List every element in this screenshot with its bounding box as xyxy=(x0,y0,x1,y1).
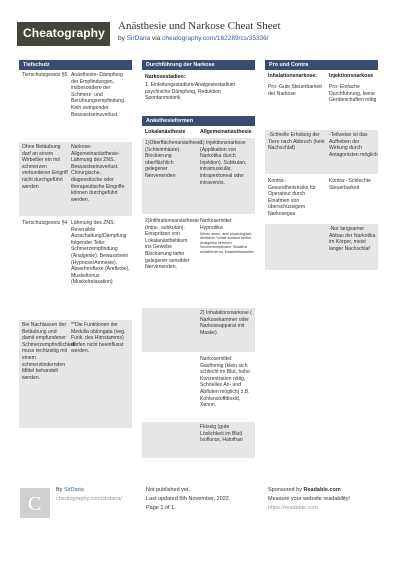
row-injektion: Pro:-Einfache Durchführung, keine Geräteschaften nötig xyxy=(329,84,377,104)
row-desc: Narkose- Allgemeinanästhesie- Lähmung des ZNS, Bewusstseinsverlust. Chirurgische, diagnostische oder therapeutische Eingriffe können durchgeführt werden. xyxy=(71,144,125,203)
section-heading: Anästhesieformen xyxy=(142,116,255,126)
row-injektion: Kontra:- Schlechte Steuerbarkeit xyxy=(329,178,371,191)
row-inhalation: Kontra:-Gesundheitsrisiko für Operateur durch Einatmen von überschüssigem Narkosegas xyxy=(268,178,316,217)
table-row xyxy=(19,320,132,428)
row-desc: Lähmung des ZNS: Reversible Ausschaltung/Dämpfung folgender Teile: Schmerzempfindung (Analgesie), Bewusstsein (Hypnose/Amnesie), Abwehrreflexe (Areflexie), Muskeltonus (Muskelrelaxation) xyxy=(71,220,130,286)
table-row xyxy=(265,224,378,270)
section-heading: Pro und Contra xyxy=(265,60,378,70)
footer-sponsor-line xyxy=(268,486,341,495)
column-header-allgemein: Allgemeinanästhesie xyxy=(200,129,252,135)
section-tiefschutz xyxy=(19,60,132,490)
footer xyxy=(0,488,400,566)
section-heading: Durchführung der Narkose xyxy=(142,60,255,70)
row-allgemein: Narkosemittel: Hypnotika xyxy=(200,218,233,231)
row-injektion: -Nur langsamer Abbau der Narkotika im Körper, meist langer Nachschlaf xyxy=(329,226,376,252)
column-header-injektion: Injektionsnarkose xyxy=(329,73,374,79)
row-desc: **Die Funktionen der Medulla oblongata (veg. Funk. des Hirnstamms) dürfen nicht beeinflusst werden. xyxy=(71,322,126,355)
table-row xyxy=(19,218,132,308)
row-term: Tierschutzgesetz §4 xyxy=(22,220,68,226)
section-durchfuehrung xyxy=(142,60,255,104)
sponsor-name[interactable]: Readable.com xyxy=(303,487,341,493)
table-row xyxy=(265,130,378,174)
table-row xyxy=(19,142,132,216)
author-avatar[interactable] xyxy=(20,488,50,518)
by-label: by xyxy=(118,35,125,42)
via-label: via xyxy=(151,35,161,42)
column-header-lokal: Lokalanästhesie xyxy=(145,129,186,135)
row-term: Tierschutzgesetz §5 xyxy=(22,72,68,78)
column-header-inhalation: Inhalationsnarkose: xyxy=(268,73,318,79)
table-row xyxy=(265,176,378,222)
row-desc: Anästhesie- Dämpfung der Empfindungen, insbesondere der Schmerz- und Berührungsempfindung. Kein zwingender Bewusstseinsverlust. xyxy=(71,72,126,118)
row-allgemein: Flüssig (gute Löslichkeit im Blut) Isofluran, Halothan xyxy=(200,424,243,444)
avatar-letter-icon: C xyxy=(28,493,42,515)
footer-author-url[interactable]: cheatography.com/sirdaria/ xyxy=(56,496,122,502)
row-allgemein: 1) Injektionsnarkose (Applikation von Narkotika durch Injektion). Subkutan, intramuskulär, intraperitoneal oder intravenös. xyxy=(200,140,247,186)
narkosestadien-label: Narkosestadien: xyxy=(145,74,186,80)
row-term: Bei Nachlassen der Betäubung und damit empfundener Schmerzempfindlichkeit muss rechtzeitig mit einem schmerzlindernden Mittel behandelt werden. xyxy=(22,322,76,381)
row-allgemein: Narkosemittel: Gasförmig (klein sich schlecht im Blut, hohe Konzentration nötig, Schnelles An- und Abfluten möglich) z.B. Kohlenstoffdioxid, Xenon. xyxy=(200,356,250,409)
footer-author-link[interactable]: SirDaria xyxy=(63,487,84,493)
table-row xyxy=(142,422,255,458)
sponsor-tagline: Measure your website readability! xyxy=(268,496,350,502)
author-link[interactable]: SirDaria xyxy=(126,35,151,42)
row-inhalation: Pro:-Gute Steuerbarkeit der Narkose xyxy=(268,84,322,97)
cheatography-logo[interactable] xyxy=(17,22,110,46)
section-pro-contra xyxy=(265,60,378,290)
sheet-byline xyxy=(118,35,269,42)
section-heading: Tiefschutz xyxy=(19,60,132,70)
footer-status: Not published yet. xyxy=(146,487,191,493)
table-row xyxy=(19,72,132,140)
sheet-url[interactable]: cheatography.com/162289/cs/35336/ xyxy=(162,35,269,42)
table-row xyxy=(142,354,255,420)
table-row xyxy=(142,216,255,306)
sponsor-url[interactable]: https://readable.com xyxy=(268,505,318,511)
row-term: Ohne Betäubung darf an einem Wirbeltier ein mit schmerzen verbundener Eingriff nicht durchgeführt werden xyxy=(22,144,68,190)
sheet-title: Anästhesie und Narkose Cheat Sheet xyxy=(118,20,281,32)
footer-updated: Last updated 6th November, 2022. xyxy=(146,496,231,502)
header xyxy=(0,0,400,62)
row-injektion: -Teilweise ist das Aufheben der Wirkung durch Antagonisten möglich xyxy=(329,132,378,158)
footer-by: By xyxy=(56,487,63,493)
row-allgemein: 2) Inhalationsnarkose ( Narkosekammer oder Narkoseapparat mit Maske) xyxy=(200,310,252,336)
row-inhalation: -Schnelle Erholung der Tiere nach Abbruch (kein Nachschlaf) xyxy=(268,132,325,152)
table-row xyxy=(142,308,255,352)
table-row xyxy=(142,138,255,214)
narkosestadien-text: 1. Einleitungsstadium/Analgesiestadium psychische Dämpfung, Reduktion Spontanmotorik xyxy=(145,82,236,102)
logo-text: Cheatography xyxy=(23,26,105,40)
row-lokal: 1)Oberflächenanästhesie (Schleimhäute). Blockierung oberflächlich gelegener Nervenenden xyxy=(145,140,202,179)
row-lokal: 2)Infiltrationsanästhesie (intra-, subkutan). Einspritzen von Lokalanästhetikum ins Gewebe Blockierung tiefer gelegener sensibler Nervenenden. xyxy=(145,218,199,271)
footer-author-line xyxy=(56,486,84,495)
footer-page: Page 1 of 1. xyxy=(146,505,176,511)
narkosemittel-note: führen einen, dem physiologisch ähnlichen Schlaf zustand herbei. Analgetika hemmen Schmerzempfinden. Sedativa schlaffördernd, Muskelrelaxantien xyxy=(200,232,254,254)
sponsor-label: Sponsored by xyxy=(268,487,302,493)
section-anaesthesieformen xyxy=(142,116,255,486)
table-row xyxy=(265,82,378,128)
